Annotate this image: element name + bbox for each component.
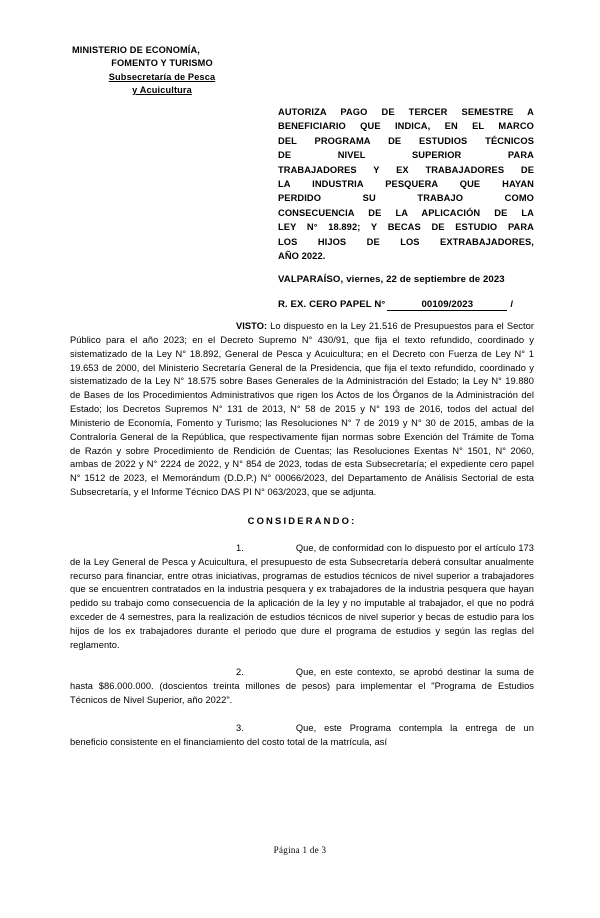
letterhead-line-2: FOMENTO Y TURISMO [111,58,213,69]
letterhead-line-4: y Acuicultura [132,84,192,95]
item-text: Que, de conformidad con lo dispuesto por el artículo 173 de la Ley General de Pesca y Acuicultura, el presupuesto de esta Subsecretaría deberá consultar anualmente recurso para financiar, entre otras iniciativas, programas de estudios técnicos de nivel superior a trabajadores que se encuentren contratados en la industria pesquera y ex trabajadores de la industria pesquera que hayan pedido su trabajo como consecuencia de la aplicación de la ley y no imputable al trabajador, el que no podrá exceder de 4 semestres, para la realización de estudios técnicos de nivel superior y becas de estudio para los hijos de los ex trabajadores durante el periodo que dure el programa de estudios y según las reglas del reglamento. [70,542,534,650]
title-line: CONSECUENCIA DE LA APLICACIÓN DE LA [278,207,534,218]
place-label: VALPARAÍSO, [278,274,344,285]
item-text: Que, este Programa contempla la entrega de un beneficio consistente en el financiamiento del costo total de la matrícula, así [70,722,534,747]
considerando-item-3 [70,722,534,750]
letterhead-line-3: Subsecretaría de Pesca [108,71,216,82]
document-body [70,320,534,749]
considerando-item-2 [70,666,534,708]
visto-keyword: VISTO: [236,321,268,331]
title-line: BENEFICIARIO QUE INDICA, EN EL MARCO [278,121,534,132]
item-number: 1. [236,542,244,553]
title-line: AUTORIZA PAGO DE TERCER SEMESTRE A [278,107,534,117]
title-line: TRABAJADORES Y EX TRABAJADORES DE [278,164,534,175]
title-line: DE NIVEL SUPERIOR PARA [278,150,534,161]
letterhead-line-1: MINISTERIO DE ECONOMÍA, [72,45,200,55]
resolution-number-line [278,299,538,311]
item-number: 3. [236,722,244,733]
resolution-number: 00109/2023 [387,299,507,311]
considerando-item-1 [70,542,534,653]
item-number: 2. [236,667,244,678]
title-line: PERDIDO SU TRABAJO COMO [278,193,534,204]
considerando-heading: CONSIDERANDO: [247,514,357,526]
title-line: AÑO 2022. [278,251,326,262]
letterhead [62,44,262,97]
resolution-label: R. EX. CERO PAPEL N° [278,299,386,310]
date-value: viernes, 22 de septiembre de 2023 [346,274,505,285]
page-footer: Página 1 de 3 [273,845,327,855]
item-text: Que, en este contexto, se aprobó destinar la suma de hasta $86.000.000. (doscientos treinta millones de pesos) para implementar el "Programa de Estudios Técnicos de Nivel Superior, año 2022". [70,667,534,706]
title-line: LEY N° 18.892; Y BECAS DE ESTUDIO PARA [278,222,534,233]
title-line: LOS HIJOS DE LOS EXTRABAJADORES, [278,236,534,247]
title-line: DEL PROGRAMA DE ESTUDIOS TÉCNICOS [278,135,534,146]
visto-paragraph [70,320,534,500]
document-title [278,105,534,263]
title-line: LA INDUSTRIA PESQUERA QUE HAYAN [278,179,534,190]
resolution-slash: / [510,299,514,310]
place-and-date [278,274,538,285]
visto-text: Lo dispuesto en la Ley 21.516 de Presupuestos para el Sector Público para el año 2023; en el Decreto Supremo N° 430/91, que fija el texto refundido, coordinado y sistematizado de la Ley N° 18.892, General de Pesca y Acuicultura; en el Decreto con Fuerza de Ley N° 1 19.653 de 2000, del Ministerio Secretaría General de la Presidencia, que fija el texto refundido, coordinado y sistematizado de la Ley N° 18.575 sobre Bases Generales de la Administración del Estado; la Ley N° 19.880 de Bases de los Procedimientos Administrativos que rigen los Actos de los Órganos de la Administración del Estado; los Decretos Supremos N° 131 de 2013, N° 58 de 2015 y N° 193 de 2016, todos del actual del Ministerio de Economía, Fomento y Turismo; las Resoluciones N° 7 de 2019 y N° 30 de 2015, ambas de la Contraloría General de la República, que respectivamente fijan normas sobre Exención del Trámite de Toma de Razón y sobre Procedimiento de Rendición de Cuentas; las Resoluciones Exentas N° 1501, N° 2060, ambas de 2022 y N° 2224 de 2022, y N° 854 de 2023, todas de esta Subsecretaría; el expediente cero papel N° 1512 de 2023, el Memorándum (D.D.P.) N° 00066/2023, del Departamento de Análisis Sectorial de esta Subsecretaría, y el Informe Técnico DAS PI N° 063/2023, que se adjunta. [70,321,534,498]
